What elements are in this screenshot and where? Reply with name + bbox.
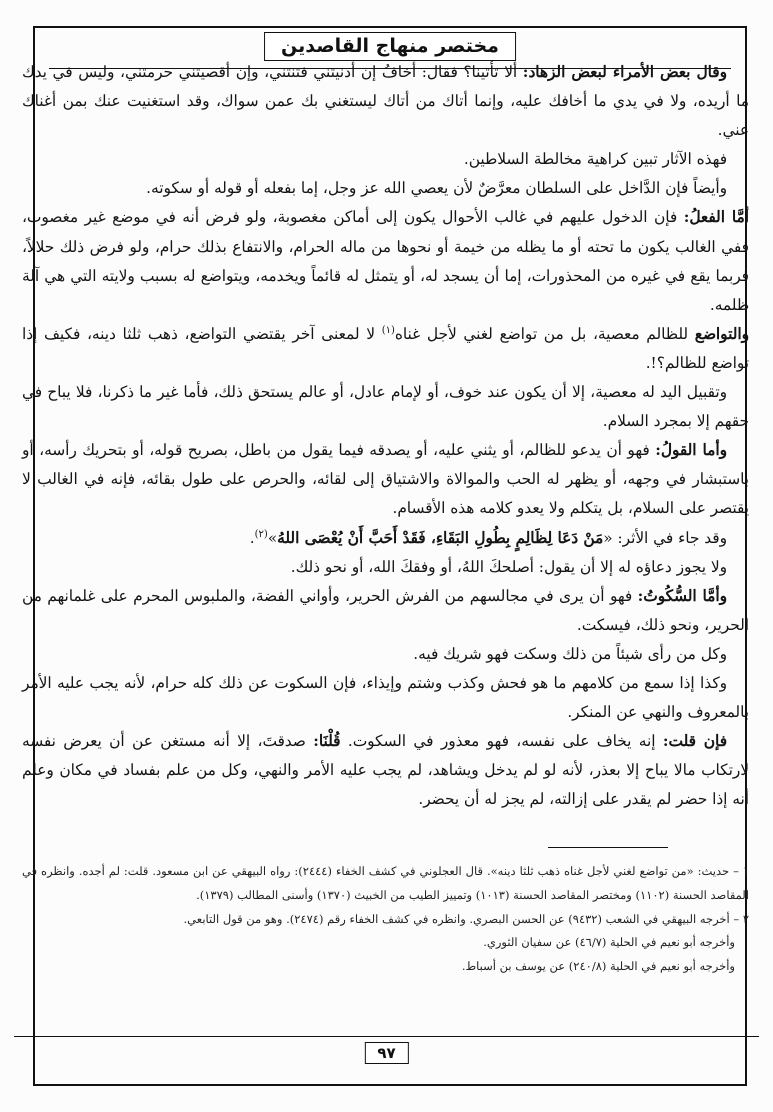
bold-run: فإن قلت: xyxy=(662,732,728,751)
footnote-separator xyxy=(548,847,668,848)
paragraph-13 xyxy=(22,727,749,814)
paragraph-10 xyxy=(22,582,749,640)
text-run: . xyxy=(249,528,255,547)
running-title: مختصر منهاج القاصدين xyxy=(264,32,516,61)
paragraph-6 xyxy=(22,378,749,436)
text-run: للظالم معصية، بل من تواضع لغني لأجل غناه xyxy=(394,324,695,343)
paragraph-3 xyxy=(22,174,749,203)
paragraph-11 xyxy=(22,640,749,669)
paragraph-2 xyxy=(22,145,749,174)
bold-run: أمَّا الفعلُ: xyxy=(683,208,749,227)
paragraph-4 xyxy=(22,203,749,319)
paragraph-9 xyxy=(22,553,749,582)
text-run: فهذه الآثار تبين كراهية مخالطة السلاطين. xyxy=(463,150,727,169)
text-run: ولا يجوز دعاؤه له إلا أن يقول: أصلحكَ اللهُ، أو وفقكَ الله، أو نحو ذلك. xyxy=(290,557,727,576)
text-run: فهو أن يدعو للظالم، أو يثني عليه، أو يصدقه فيما يقول من باطل، بصريح قوله، أو بتحريك رأسه، أو باستبشار في وجهه، أو يظهر له الحب والموالاة والاشتياق إلى لقائه، والحرص على طول بقائه، فإنه في الغالب لا يقتصر على السلام، بل يتكلم ولا يعدو كلامه هذه الأقسام. xyxy=(22,441,749,518)
page-number: ٩٧ xyxy=(364,1042,408,1064)
paragraph-8 xyxy=(22,524,749,553)
footer-rule xyxy=(14,1036,759,1037)
text-run: وكل من رأى شيئاً من ذلك وسكت فهو شريك فيه. xyxy=(413,644,727,663)
text-run: ألا تأتينا؟ فقال: أخافُ إن أدنيتني فتنتني، وإن أقصيتني حرمتني، وليس في يدك ما أريده، ولا في يدي ما أخافك عليه، وإنما أتاك من أتاك ليستغني بك عمن سواك، وقد استغنيت عنك بمن أغناك عني. xyxy=(22,63,749,140)
bold-run: مَنْ دَعَا لِظَالِمٍ بِطُولِ البَقَاءِ، فَقَدْ أَحَبَّ أَنْ يُعْصَى اللهُ xyxy=(277,528,604,547)
footnote-4: وأخرجه أبو نعيم في الحلية (٢٤٠/٨) عن يوسف بن أسباط. xyxy=(461,959,735,974)
footnote-ref: (٢) xyxy=(254,528,268,540)
paragraph-1 xyxy=(22,58,749,145)
text-run: إنه يخاف على نفسه، فهو معذور في السكوت. xyxy=(340,732,663,751)
bold-run: وقال بعض الأمراء لبعض الزهاد: xyxy=(522,63,727,81)
bold-run: والتواضع xyxy=(694,324,749,343)
text-run: لا لمعنى آخر يقتضي التواضع، ذهب ثلثا دينه، فكيف إذا تواضع للظالم؟!. xyxy=(22,324,749,372)
footnote-3: وأخرجه أبو نعيم في الحلية (٤٦/٧) عن سفيان الثوري. xyxy=(483,935,735,950)
footnote-1: ١ – حديث: «من تواضع لغني لأجل غناه ذهب ثلثا دينه». قال العجلوني في كشف الخفاء (٢٤٤٤): رواه البيهقي عن ابن مسعود. قلت: لم أجده. وانظره في المقاصد الحسنة (١١٠٢) ومختصر المقاصد الحسنة (١٠١٣) وتمييز الطيب من الخبيث (١٣٧٠) وأسنى المطالب (١٣٧٩). xyxy=(22,864,749,902)
main-text xyxy=(22,58,749,814)
footnotes xyxy=(22,860,749,979)
text-run: » xyxy=(267,528,278,547)
footnote-ref: (١) xyxy=(381,324,395,336)
text-run: فإن الدخول عليهم في غالب الأحوال يكون إلى أماكن مغصوبة، ولو فرض أنه في موضع غير مغصوب، ففي الغالب يكون ما تحته أو ما يظله من خيمة أو نحوها من ماله الحرام، والانتفاع بذلك حرام، ولو فرض ذلك حلالاً، فربما يقع في غيره من المحذورات، إما أن يسجد له، أو يتمثل له قائماً ويخدمه، ويتواضع له بسبب ولايته التي هي آلة ظلمه. xyxy=(22,208,749,314)
text-run: وتقبيل اليد له معصية، إلا أن يكون عند خوف، أو لإمام عادل، أو عالم يستحق ذلك، فأما غير ما ذكرنا، فلا يباح في حقهم إلا بمجرد السلام. xyxy=(22,383,749,431)
text-run: وقد جاء في الأثر: « xyxy=(603,528,727,547)
bold-run: قُلْنَا: xyxy=(313,732,341,751)
paragraph-7 xyxy=(22,436,749,523)
footnote-2: ٢ – أخرجه البيهقي في الشعب (٩٤٣٢) عن الحسن البصري. وانظره في كشف الخفاء رقم (٢٤٧٤). وهو من قول التابعي. xyxy=(183,911,749,926)
paragraph-5 xyxy=(22,320,749,378)
bold-run: وأمَّا السُّكُوتُ: xyxy=(637,586,727,605)
text-run: صدقتَ، إلا أنه مستغن عن أن يعرض نفسه لارتكاب مالا يباح إلا بعذر، لأنه لو لم يدخل ويشاهد، لم يجب عليه الأمر والنهي، وكل من علم بفساد في مكان وعلم أنه إذا حضر لم يقدر على إزالته، لم يجز له أن يحضر. xyxy=(22,732,749,809)
paragraph-12 xyxy=(22,669,749,727)
text-run: وأيضاً فإن الدَّاخل على السلطان معرَّضٌ لأن يعصي الله عز وجل، إما بفعله أو قوله أو سكوته. xyxy=(146,179,727,198)
text-run: فهو أن يرى في مجالسهم من الفرش الحرير، وأواني الفضة، والملبوس المحرم على غلمانهم من الحرير، ونحو ذلك، فيسكت. xyxy=(22,586,749,634)
text-run: وكذا إذا سمع من كلامهم ما هو فحش وكذب وشتم وإيذاء، فإن السكوت عن ذلك كله حرام، لأنه يجب عليه الأمر بالمعروف والنهي عن المنكر. xyxy=(22,673,749,722)
bold-run: وأما القولُ: xyxy=(655,441,727,460)
